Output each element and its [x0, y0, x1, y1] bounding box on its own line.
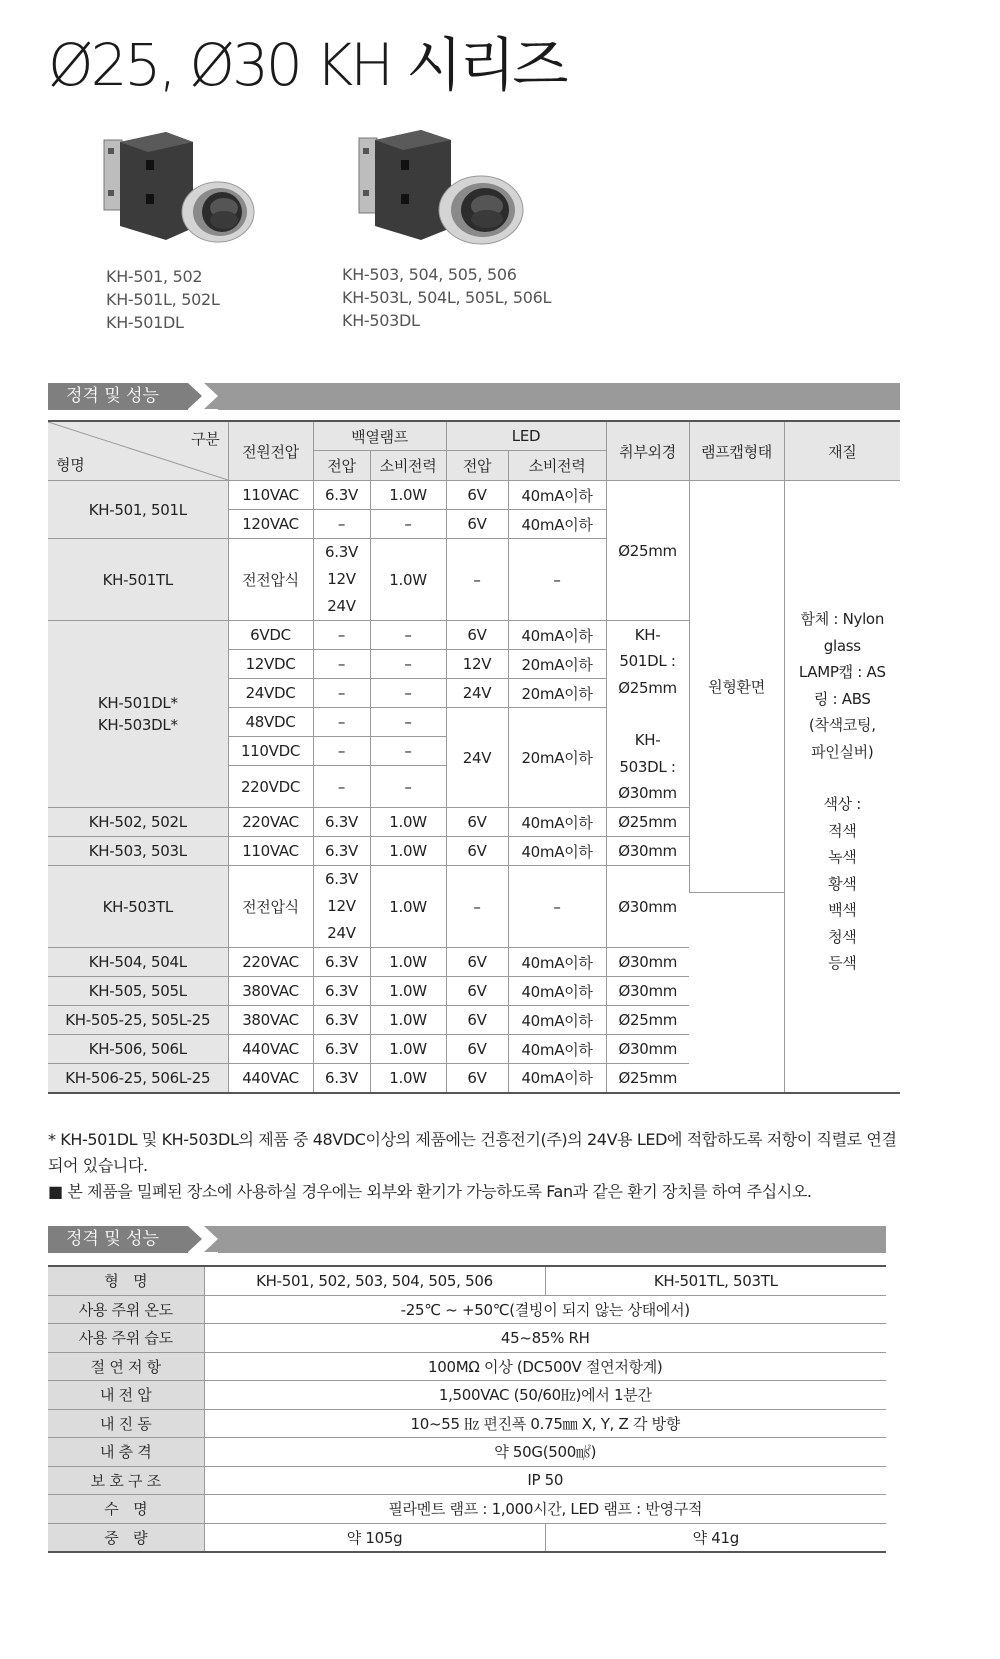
inc-watt-cell: 1.0W [370, 808, 446, 837]
inc-volt-cell [313, 866, 370, 948]
mount-line: Ø25mm [618, 678, 677, 697]
section-tab-label: 정격 및 성능 [48, 1226, 188, 1253]
power-cell: 220VAC [228, 808, 313, 837]
mount-cell: Ø30mm [606, 948, 689, 977]
inc-watt-cell: 1.0W [370, 948, 446, 977]
model-cell: KH-503, 503L [48, 837, 228, 866]
material-line: LAMP캡 : AS [798, 663, 886, 681]
row-label: 절 연 저 항 [48, 1352, 204, 1381]
volt-line: 12V [327, 897, 356, 915]
led-volt-cell: 6V [446, 948, 508, 977]
material-line: glass [823, 636, 861, 655]
inc-watt-cell: – [370, 708, 446, 737]
inc-volt-cell [313, 539, 370, 621]
inc-watt-cell: – [370, 766, 446, 808]
corner-header [48, 421, 228, 481]
product-model-line: KH-503, 504, 505, 506 [342, 265, 517, 284]
power-cell: 6VDC [228, 621, 313, 650]
power-cell: 전전압식 [228, 866, 313, 948]
led-current-cell: 40mA이하 [508, 1064, 606, 1093]
power-cell: 120VAC [228, 510, 313, 539]
header-gubun: 구분 [191, 430, 220, 448]
power-cell: 110VDC [228, 737, 313, 766]
led-current-cell: 40mA이하 [508, 621, 606, 650]
model-col-a: KH-501, 502, 503, 504, 505, 506 [204, 1266, 545, 1295]
inc-volt-cell: 6.3V [313, 837, 370, 866]
mount-cell: Ø25mm [606, 1064, 689, 1093]
led-volt-cell: 6V [446, 837, 508, 866]
power-cell: 24VDC [228, 679, 313, 708]
row-label: 내 전 압 [48, 1381, 204, 1410]
inc-watt-cell: – [370, 510, 446, 539]
inc-watt-cell: 1.0W [370, 866, 446, 948]
mount-line: 503DL : [619, 757, 676, 776]
row-label: 내 충 격 [48, 1438, 204, 1467]
power-cell: 110VAC [228, 481, 313, 510]
material-line: 색상 : [823, 795, 862, 813]
inc-watt-cell: 1.0W [370, 977, 446, 1006]
mount-cell: Ø30mm [606, 837, 689, 866]
product-model-line: KH-501, 502 [106, 267, 203, 286]
model-cell [48, 621, 228, 808]
row-value: 100MΩ 이상 (DC500V 절연저항계) [204, 1352, 886, 1381]
material-line: 녹색 [828, 848, 857, 866]
inc-watt-cell: – [370, 679, 446, 708]
led-current-cell: 40mA이하 [508, 1006, 606, 1035]
led-volt-cell: 6V [446, 1006, 508, 1035]
row-label: 사용 주위 온도 [48, 1295, 204, 1324]
power-cell: 380VAC [228, 977, 313, 1006]
model-cell: KH-505-25, 505L-25 [48, 1006, 228, 1035]
product-image-kh503 [355, 128, 530, 253]
row-value: 1,500VAC (50/60㎐)에서 1분간 [204, 1381, 886, 1410]
model-cell: KH-501TL [48, 539, 228, 621]
header-incandescent: 백열램프 [313, 421, 446, 451]
material-line: 링 : ABS [813, 689, 871, 708]
notes [48, 1127, 908, 1205]
power-cell: 12VDC [228, 650, 313, 679]
inc-volt-cell: 6.3V [313, 808, 370, 837]
led-volt-cell: 6V [446, 621, 508, 650]
inc-watt-cell: – [370, 621, 446, 650]
inc-watt-cell: 1.0W [370, 481, 446, 510]
led-volt-cell: – [446, 866, 508, 948]
power-cell: 110VAC [228, 837, 313, 866]
mount-cell: Ø30mm [606, 866, 689, 948]
led-current-cell: 40mA이하 [508, 1035, 606, 1064]
led-current-cell: 20mA이하 [508, 708, 606, 808]
inc-watt-cell: – [370, 650, 446, 679]
led-volt-cell: 6V [446, 1035, 508, 1064]
inc-volt-cell: – [313, 679, 370, 708]
row-label: 내 진 동 [48, 1409, 204, 1438]
led-volt-cell: 6V [446, 1064, 508, 1093]
row-value: IP 50 [204, 1466, 886, 1495]
inc-volt-cell: – [313, 650, 370, 679]
ops-table [48, 1265, 886, 1553]
row-value: 필라멘트 램프 : 1,000시간, LED 램프 : 반영구적 [204, 1495, 886, 1524]
row-value: 10~55 ㎐ 편진폭 0.75㎜ X, Y, Z 각 방향 [204, 1409, 886, 1438]
header-volt: 전압 [313, 451, 370, 481]
material-line: (착색코팅, [808, 716, 876, 734]
inc-volt-cell: 6.3V [313, 1064, 370, 1093]
inc-volt-cell: 6.3V [313, 481, 370, 510]
mount-cell: Ø30mm [606, 1035, 689, 1064]
volt-line: 24V [327, 924, 356, 942]
model-cell: KH-506, 506L [48, 1035, 228, 1064]
header-cap: 램프캡형태 [689, 421, 784, 481]
inc-volt-cell: 6.3V [313, 948, 370, 977]
note-ventilation: ■ 본 제품을 밀폐된 장소에 사용하실 경우에는 외부와 환기가 가능하도록 Fan과 같은 환기 장치를 하여 주십시오. [48, 1182, 812, 1201]
model-cell: KH-502, 502L [48, 808, 228, 837]
material-cell [784, 481, 900, 1093]
inc-volt-cell: – [313, 737, 370, 766]
inc-watt-cell: 1.0W [370, 1064, 446, 1093]
inc-volt-cell: – [313, 766, 370, 808]
header-consumption: 소비전력 [508, 451, 606, 481]
volt-line: 12V [327, 570, 356, 588]
inc-volt-cell: – [313, 621, 370, 650]
row-value: -25℃ ~ +50℃(결빙이 되지 않는 상태에서) [204, 1295, 886, 1324]
product-image-kh501 [98, 130, 263, 255]
mount-line: KH- [634, 625, 661, 644]
power-cell: 전전압식 [228, 539, 313, 621]
inc-volt-cell: 6.3V [313, 1006, 370, 1035]
product-models-1 [106, 265, 219, 334]
led-volt-cell: 24V [446, 679, 508, 708]
led-current-cell: 40mA이하 [508, 808, 606, 837]
inc-volt-cell: 6.3V [313, 977, 370, 1006]
model-line: KH-501DL* [97, 694, 178, 712]
led-volt-cell: 6V [446, 481, 508, 510]
cap-cell: 원형환면 [689, 481, 784, 893]
header-power: 전원전압 [228, 421, 313, 481]
power-cell: 440VAC [228, 1035, 313, 1064]
product-models-2 [342, 263, 551, 332]
led-volt-cell: 6V [446, 808, 508, 837]
weight-col-a: 약 105g [204, 1523, 545, 1552]
material-line: 함체 : Nylon [800, 610, 885, 628]
led-volt-cell: 6V [446, 977, 508, 1006]
led-current-cell: – [508, 539, 606, 621]
row-label: 중 량 [48, 1523, 204, 1552]
material-line: 청색 [828, 927, 857, 946]
led-current-cell: 40mA이하 [508, 948, 606, 977]
mount-line: Ø30mm [618, 784, 677, 802]
header-mount: 취부외경 [606, 421, 689, 481]
power-cell: 220VAC [228, 948, 313, 977]
material-line: 파인실버) [811, 742, 874, 761]
mount-cell: Ø25mm [606, 808, 689, 837]
spec-table [48, 420, 900, 1094]
row-label: 형 명 [48, 1266, 204, 1295]
row-label: 보 호 구 조 [48, 1466, 204, 1495]
row-value: 45~85% RH [204, 1324, 886, 1353]
mount-line: 501DL : [619, 652, 676, 670]
model-cell: KH-503TL [48, 866, 228, 948]
inc-watt-cell: 1.0W [370, 1035, 446, 1064]
inc-volt-cell: – [313, 510, 370, 539]
power-cell: 48VDC [228, 708, 313, 737]
row-label: 수 명 [48, 1495, 204, 1524]
volt-line: 6.3V [325, 870, 358, 888]
inc-watt-cell: 1.0W [370, 1006, 446, 1035]
inc-volt-cell: 6.3V [313, 1035, 370, 1064]
model-cell: KH-505, 505L [48, 977, 228, 1006]
header-volt: 전압 [446, 451, 508, 481]
header-led: LED [446, 421, 606, 451]
led-volt-cell: 24V [446, 708, 508, 808]
section-tab-label: 정격 및 성능 [48, 383, 188, 410]
product-model-line: KH-501L, 502L [106, 290, 220, 309]
inc-volt-cell: – [313, 708, 370, 737]
inc-watt-cell: 1.0W [370, 837, 446, 866]
led-current-cell: 40mA이하 [508, 837, 606, 866]
note-series-resistor: * KH-501DL 및 KH-503DL의 제품 중 48VDC이상의 제품에는 건흥전기(주)의 24V용 LED에 적합하도록 저항이 직렬로 연결되어 있습니다. [48, 1130, 897, 1175]
led-volt-cell: 12V [446, 650, 508, 679]
material-line: 백색 [828, 901, 857, 919]
led-volt-cell: – [446, 539, 508, 621]
led-current-cell: – [508, 866, 606, 948]
led-current-cell: 40mA이하 [508, 977, 606, 1006]
header-consumption: 소비전력 [370, 451, 446, 481]
led-current-cell: 20mA이하 [508, 679, 606, 708]
section-header-specs-2 [48, 1226, 886, 1253]
volt-line: 6.3V [325, 543, 358, 561]
model-col-b: KH-501TL, 503TL [545, 1266, 886, 1295]
product-model-line: KH-503DL [342, 311, 420, 330]
mount-line: KH- [634, 731, 661, 749]
volt-line: 24V [327, 597, 356, 615]
material-line: 등색 [828, 954, 857, 972]
product-model-line: KH-503L, 504L, 505L, 506L [342, 288, 552, 307]
model-line: KH-503DL* [97, 716, 178, 734]
material-line: 황색 [828, 874, 857, 893]
mount-cell: Ø30mm [606, 977, 689, 1006]
header-hyeongmyeong: 형명 [56, 456, 85, 474]
material-line: 적색 [828, 821, 857, 840]
material-line [785, 765, 901, 791]
mount-cell [606, 621, 689, 808]
power-cell: 220VDC [228, 766, 313, 808]
model-cell: KH-506-25, 506L-25 [48, 1064, 228, 1093]
page-title: Ø25, Ø30 KH 시리즈 [48, 31, 566, 99]
row-label: 사용 주위 습도 [48, 1324, 204, 1353]
section-header-specs [48, 383, 900, 410]
model-cell: KH-504, 504L [48, 948, 228, 977]
power-cell: 440VAC [228, 1064, 313, 1093]
led-current-cell: 40mA이하 [508, 481, 606, 510]
inc-watt-cell: – [370, 737, 446, 766]
mount-cell: Ø25mm [606, 481, 689, 621]
led-current-cell: 20mA이하 [508, 650, 606, 679]
inc-watt-cell: 1.0W [370, 539, 446, 621]
weight-col-b: 약 41g [545, 1523, 886, 1552]
row-value: 약 50G(500㎨) [204, 1438, 886, 1467]
model-cell: KH-501, 501L [48, 481, 228, 539]
led-current-cell: 40mA이하 [508, 510, 606, 539]
led-volt-cell: 6V [446, 510, 508, 539]
product-model-line: KH-501DL [106, 313, 184, 332]
power-cell: 380VAC [228, 1006, 313, 1035]
mount-cell: Ø25mm [606, 1006, 689, 1035]
header-material: 재질 [784, 421, 900, 481]
